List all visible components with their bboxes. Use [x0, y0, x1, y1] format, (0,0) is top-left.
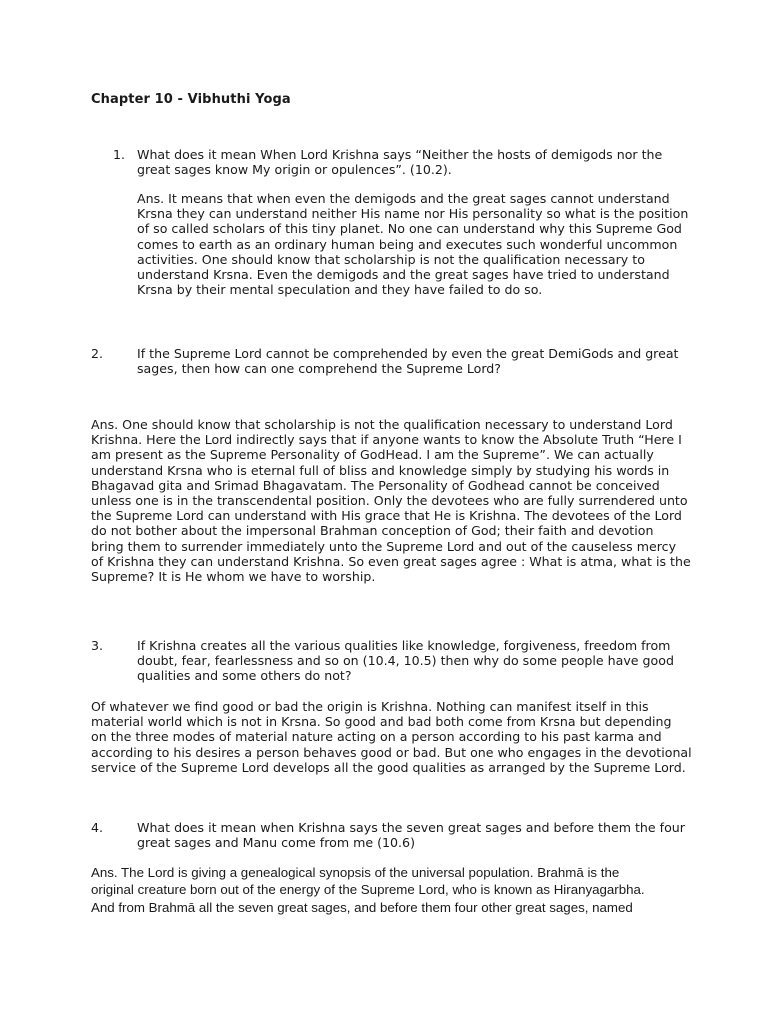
text-line: If the Supreme Lord cannot be comprehended by even the great DemiGods and great	[137, 346, 679, 361]
text-line: great sages know My origin or opulences”. (10.2).	[137, 162, 452, 178]
text-line: understand Krsna. Even the demigods and the great sages have tried to understand	[137, 267, 670, 283]
question-4-number: 4.	[91, 820, 104, 835]
text-line: bring them to surrender immediately unto the Supreme Lord and out of the causeless mercy	[91, 538, 677, 554]
question-2-number: 2.	[91, 346, 104, 361]
text-line: Ans. It means that when even the demigods and the great sages cannot understand	[137, 191, 670, 206]
text-line: original creature born out of the energy of the Supreme Lord, who is known as Hiranyagarbha.	[91, 882, 645, 898]
question-1-text	[137, 147, 663, 178]
question-1-number: 1.	[113, 147, 126, 162]
answer-3-text	[91, 699, 692, 775]
text-line: sages, then how can one comprehend the Supreme Lord?	[137, 361, 501, 377]
question-3-text	[137, 638, 677, 684]
text-line: service of the Supreme Lord develops all the good qualities as arranged by the Supreme Lord.	[91, 759, 686, 775]
text-line: Krsna by their mental speculation and they have failed to do so.	[137, 282, 543, 298]
text-line: unless one is in the transcendental position. Only the devotees who are fully surrendered unto	[91, 493, 688, 509]
answer-1-text	[137, 191, 689, 298]
text-line: Bhagavad gita and Srimad Bhagavatam. The Personality of Godhead cannot be conceived	[91, 477, 660, 493]
text-line: And from Brahmā all the seven great sages, and before them four other great sages, named	[91, 899, 633, 915]
text-line: qualities and some others do not?	[137, 668, 352, 684]
text-line: understand Krsna who is eternal full of bliss and knowledge simply by studying his words in	[91, 462, 670, 478]
answer-2-text	[91, 417, 691, 585]
text-line: doubt, fear, fearlessness and so on (10.4, 10.5) then why do some people have good	[137, 653, 674, 669]
text-line: am present as the Supreme Personality of GodHead. I am the Supreme”. We can actually	[91, 447, 654, 463]
text-line: Ans. The Lord is giving a genealogical synopsis of the universal population. Brahmā is the	[91, 865, 620, 880]
text-line: Krishna. Here the Lord indirectly says that if anyone wants to know the Absolute Truth “Here I	[91, 432, 682, 448]
text-line: do not bother about the impersonal Brahman conception of God; their faith and devotion	[91, 523, 654, 539]
text-line: What does it mean when Krishna says the seven great sages and before them the four	[137, 820, 685, 835]
chapter-title: Chapter 10 - Vibhuthi Yoga	[91, 92, 291, 107]
text-line: Krsna they can understand neither His name nor His personality so what is the position	[137, 206, 689, 222]
text-line: the Supreme Lord can understand with His grace that He is Krishna. The devotees of the Lord	[91, 508, 682, 524]
text-line: great sages and Manu come from me (10.6)	[137, 835, 415, 851]
text-line: activities. One should know that scholarship is not the qualification necessary to	[137, 251, 645, 267]
text-line: Supreme? It is He whom we have to worship.	[91, 569, 376, 585]
text-line: If Krishna creates all the various qualities like knowledge, forgiveness, freedom from	[137, 638, 671, 653]
question-2-text	[137, 346, 677, 376]
text-line: Of whatever we find good or bad the origin is Krishna. Nothing can manifest itself in this	[91, 699, 649, 714]
question-3-number: 3.	[91, 638, 104, 653]
text-line: on the three modes of material nature acting on a person according to his past karma and	[91, 729, 662, 745]
text-line: of Krishna they can understand Krishna. So even great sages agree : What is atma, what is the	[91, 553, 691, 569]
text-line: according to his desires a person behaves good or bad. But one who engages in the devotional	[91, 744, 692, 760]
text-line: of so called scholars of this tiny planet. No one can understand why this Supreme God	[137, 221, 682, 237]
text-line: Ans. One should know that scholarship is not the qualification necessary to understand Lord	[91, 417, 673, 432]
answer-4-text	[91, 864, 681, 916]
text-line: comes to earth as an ordinary human being and executes such wonderful uncommon	[137, 236, 678, 252]
question-4-text	[137, 820, 685, 851]
text-line: What does it mean When Lord Krishna says “Neither the hosts of demigods nor the	[137, 147, 663, 162]
text-line: material world which is not in Krsna. So good and bad both come from Krsna but depending	[91, 714, 672, 730]
